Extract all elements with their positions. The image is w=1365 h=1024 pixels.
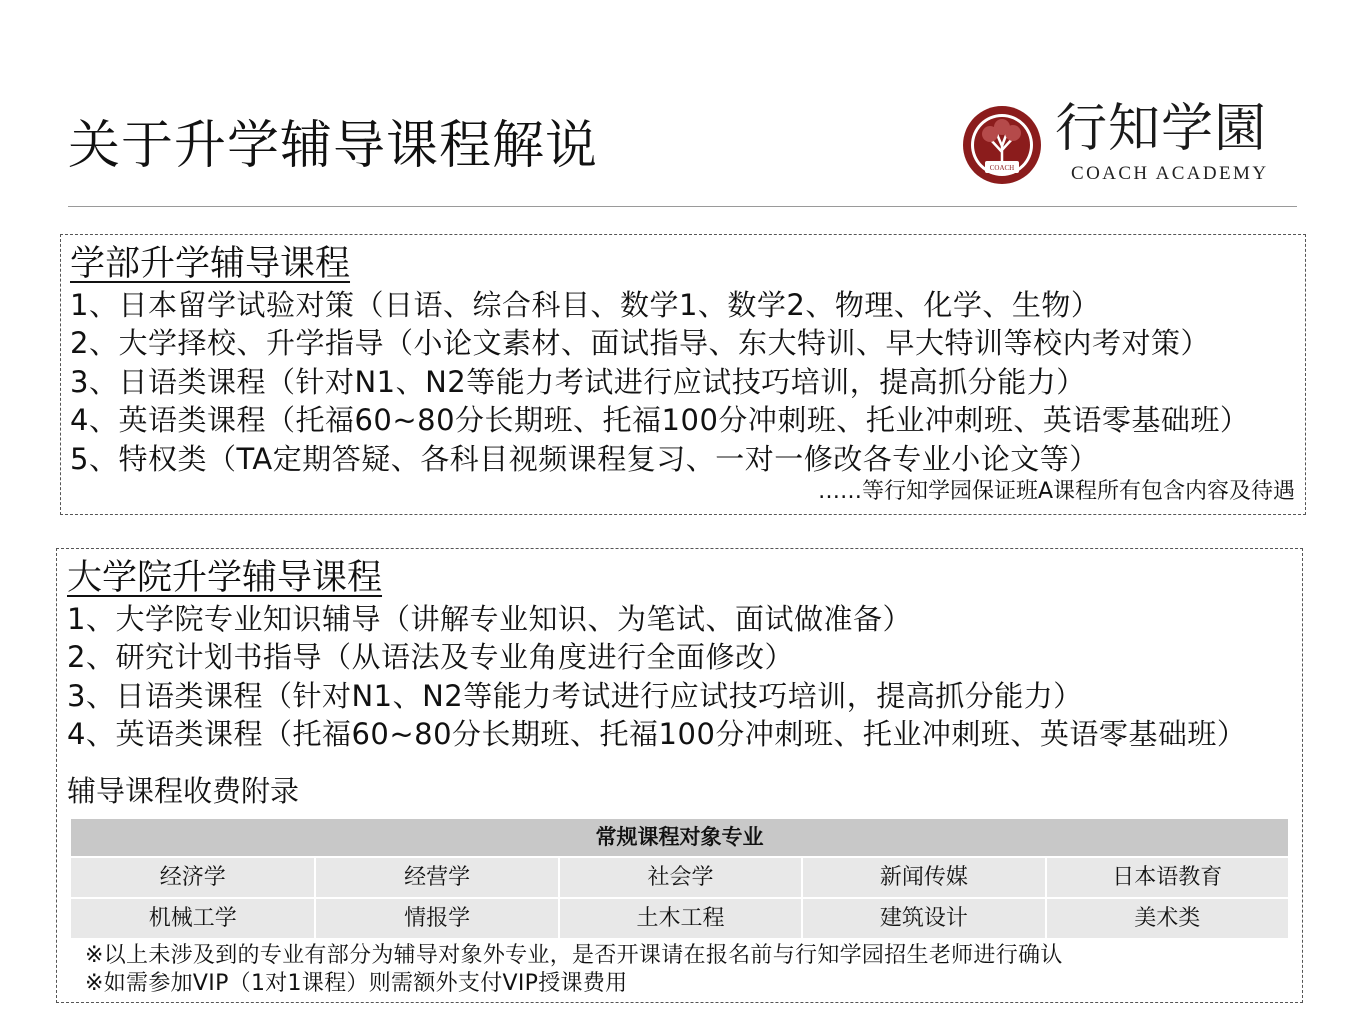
table-cell: 新闻传媒 xyxy=(801,856,1044,897)
table-row xyxy=(71,897,1288,938)
header-divider xyxy=(68,206,1297,207)
graduate-course-box xyxy=(56,548,1303,1003)
undergrad-tail-note: ……等行知学园保证班A课程所有包含内容及待遇 xyxy=(817,479,1295,504)
undergrad-item: 4、英语类课程（托福60~80分长期班、托福100分冲刺班、托业冲刺班、英语零基础班） xyxy=(70,403,1250,437)
undergrad-title: 学部升学辅导课程 xyxy=(70,244,351,284)
page-title: 关于升学辅导课程解说 xyxy=(68,116,599,176)
graduate-title: 大学院升学辅导课程 xyxy=(67,558,383,598)
logo xyxy=(955,96,1310,192)
undergrad-item: 1、日本留学试验对策（日语、综合科目、数学1、数学2、物理、化学、生物） xyxy=(70,288,1101,322)
table-cell: 情报学 xyxy=(314,897,557,938)
graduate-item: 3、日语类课程（针对N1、N2等能力考试进行应试技巧培训，提高抓分能力） xyxy=(67,679,1083,713)
table-cell: 美术类 xyxy=(1045,897,1288,938)
emblem-text: COACH xyxy=(989,164,1015,172)
fee-table xyxy=(71,819,1288,938)
graduate-item: 2、研究计划书指导（从语法及专业角度进行全面修改） xyxy=(67,640,794,674)
table-row xyxy=(71,856,1288,897)
table-cell: 机械工学 xyxy=(71,897,314,938)
table-cell: 社会学 xyxy=(558,856,801,897)
fee-table-header: 常规课程对象专业 xyxy=(71,819,1288,856)
graduate-item: 1、大学院专业知识辅导（讲解专业知识、为笔试、面试做准备） xyxy=(67,602,912,636)
table-cell: 土木工程 xyxy=(558,897,801,938)
table-cell: 建筑设计 xyxy=(801,897,1044,938)
logo-name-en: COACH ACADEMY xyxy=(1071,163,1269,184)
undergrad-item: 5、特权类（TA定期答疑、各科目视频课程复习、一对一修改各专业小论文等） xyxy=(70,442,1099,476)
table-cell: 经济学 xyxy=(71,856,314,897)
fee-appendix-title: 辅导课程收费附录 xyxy=(67,774,300,808)
undergrad-course-box xyxy=(60,234,1306,515)
fee-note: ※如需参加VIP（1对1课程）则需额外支付VIP授课费用 xyxy=(85,971,628,996)
logo-name-cn: 行知学園 xyxy=(1055,99,1268,159)
tree-emblem-icon xyxy=(961,104,1043,186)
fee-note: ※以上未涉及到的专业有部分为辅导对象外专业，是否开课请在报名前与行知学园招生老师进行确认 xyxy=(85,943,1063,968)
table-cell: 经营学 xyxy=(314,856,557,897)
graduate-item: 4、英语类课程（托福60~80分长期班、托福100分冲刺班、托业冲刺班、英语零基础班） xyxy=(67,717,1247,751)
table-cell: 日本语教育 xyxy=(1045,856,1288,897)
undergrad-item: 3、日语类课程（针对N1、N2等能力考试进行应试技巧培训，提高抓分能力） xyxy=(70,365,1086,399)
undergrad-item: 2、大学择校、升学指导（小论文素材、面试指导、东大特训、早大特训等校内考对策） xyxy=(70,326,1210,360)
